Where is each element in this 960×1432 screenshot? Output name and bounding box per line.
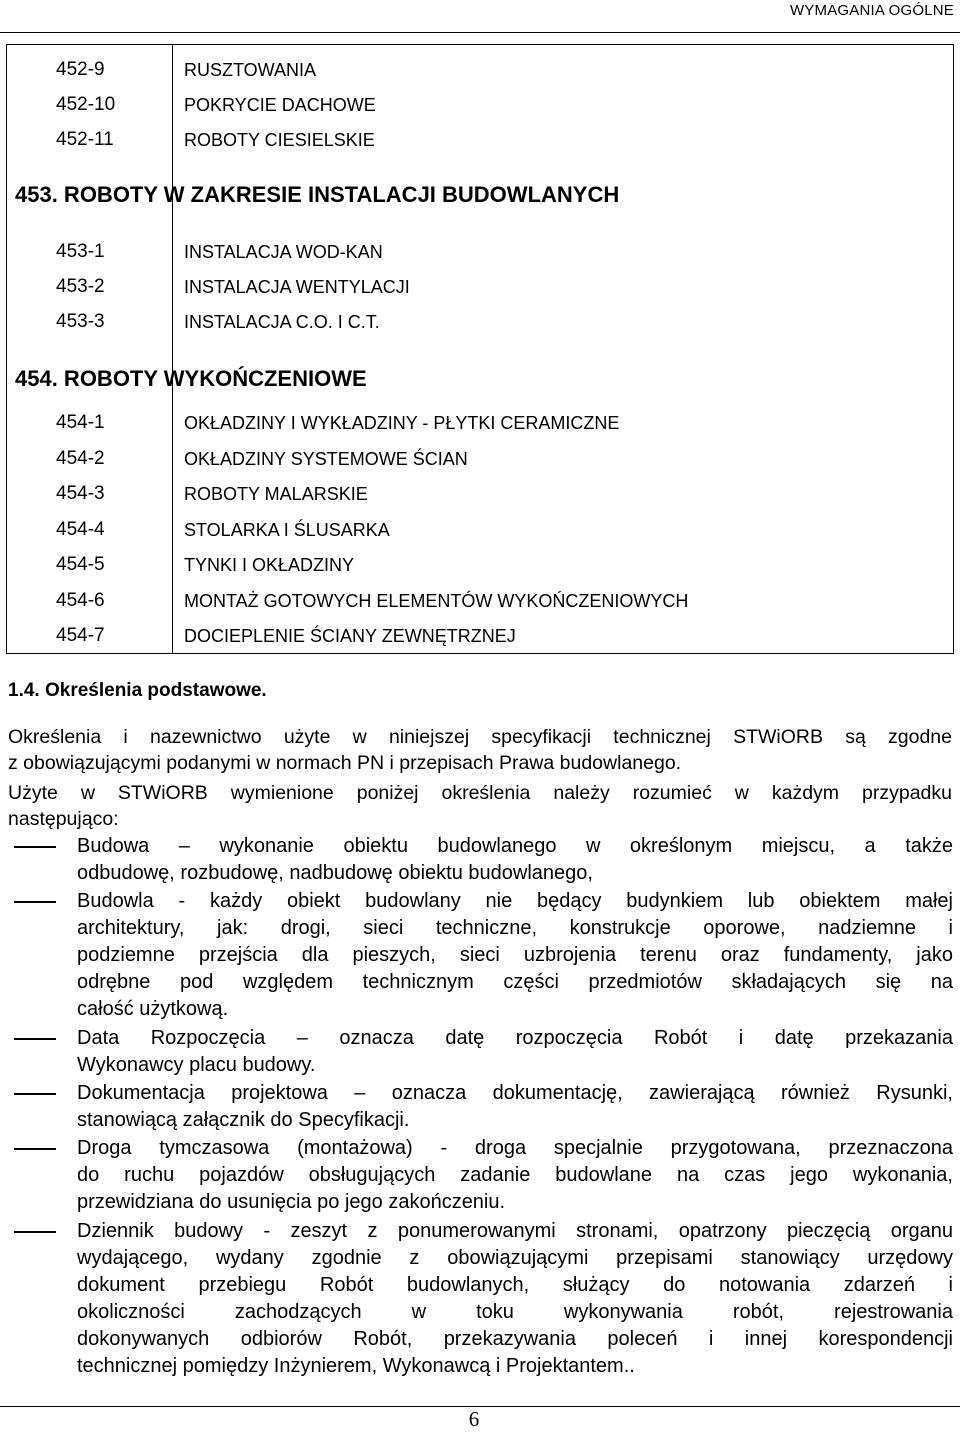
definition-line: Budowa – wykonanie obiektu budowlanego w określonym miejscu, a także: [77, 835, 953, 857]
row-name: POKRYCIE DACHOWE: [184, 95, 376, 115]
codes-table: [6, 44, 954, 654]
row-name: OKŁADZINY I WYKŁADZINY - PŁYTKI CERAMICZNE: [184, 413, 620, 433]
row-code: 453-2: [56, 276, 105, 297]
paragraph-line: z obowiązującymi podanymi w normach PN i przepisach Prawa budowlanego.: [8, 752, 682, 774]
row-name: MONTAŻ GOTOWYCH ELEMENTÓW WYKOŃCZENIOWYCH: [184, 591, 689, 611]
definition-line: podziemne przejścia dla pieszych, sieci uzbrojenia terenu oraz fundamenty, jako: [77, 944, 953, 966]
dash-bullet: [14, 1093, 56, 1095]
dash-bullet: [14, 901, 56, 903]
definition-line: okoliczności zachodzących w toku wykonywania robót, rejestrowania: [77, 1301, 953, 1323]
dash-bullet: [14, 1038, 56, 1040]
row-name: STOLARKA I ŚLUSARKA: [184, 520, 390, 540]
definition-line: stanowiącą załącznik do Specyfikacji.: [77, 1109, 410, 1131]
definition-line: całość użytkową.: [77, 998, 229, 1020]
dash-bullet: [14, 1231, 56, 1233]
row-code: 454-3: [56, 483, 105, 504]
section-heading-454: 454. ROBOTY WYKOŃCZENIOWE: [15, 366, 367, 391]
row-code: 453-3: [56, 311, 105, 332]
definition-line: odbudowę, rozbudowę, nadbudowę obiektu budowlanego,: [77, 862, 593, 884]
row-code: 452-10: [56, 94, 116, 115]
row-code: 454-1: [56, 412, 105, 433]
row-code: 453-1: [56, 241, 105, 262]
row-name: INSTALACJA WENTYLACJI: [184, 277, 410, 297]
definition-line: do ruchu pojazdów obsługujących zadanie budowlane na czas jego wykonania,: [77, 1164, 953, 1186]
definition-line: dokonywanych odbiorów Robót, przekazywania poleceń i innej korespondencji: [77, 1328, 953, 1350]
definition-line: Dziennik budowy - zeszyt z ponumerowanymi stronami, opatrzony pieczęcią organu: [77, 1220, 953, 1242]
definition-line: Data Rozpoczęcia – oznacza datę rozpoczęcia Robót i datę przekazania: [77, 1027, 953, 1049]
row-code: 454-5: [56, 554, 105, 575]
row-code: 454-2: [56, 448, 105, 469]
page-number: 6: [468, 1407, 480, 1431]
intro-paragraph-1: [8, 724, 952, 776]
row-name: INSTALACJA WOD-KAN: [184, 242, 383, 262]
definition-line: Wykonawcy placu budowy.: [77, 1054, 316, 1076]
row-code: 454-4: [56, 519, 105, 540]
row-code: 454-6: [56, 590, 105, 611]
row-code: 452-9: [56, 59, 105, 80]
section-heading-1-4: 1.4. Określenia podstawowe.: [8, 680, 267, 701]
dash-bullet: [14, 1148, 56, 1150]
row-code: 454-7: [56, 625, 105, 646]
row-name: ROBOTY MALARSKIE: [184, 484, 368, 504]
definition-line: Budowla - każdy obiekt budowlany nie będący budynkiem lub obiektem małej: [77, 890, 953, 912]
section-heading-453: 453. ROBOTY W ZAKRESIE INSTALACJI BUDOWLANYCH: [15, 182, 620, 207]
page-header-title: WYMAGANIA OGÓLNE: [789, 2, 954, 19]
dash-bullet: [14, 846, 56, 848]
definition-line: Droga tymczasowa (montażowa) - droga specjalnie przygotowana, przeznaczona: [77, 1137, 953, 1159]
definition-line: dokument przebiegu Robót budowlanych, służący do notowania zdarzeń i: [77, 1274, 953, 1296]
definition-line: odrębne pod względem technicznym części przedmiotów składających się na: [77, 971, 953, 993]
row-name: RUSZTOWANIA: [184, 60, 317, 80]
row-name: OKŁADZINY SYSTEMOWE ŚCIAN: [184, 449, 468, 469]
row-name: INSTALACJA C.O. I C.T.: [184, 312, 380, 332]
row-name: DOCIEPLENIE ŚCIANY ZEWNĘTRZNEJ: [184, 626, 516, 646]
definition-line: technicznej pomiędzy Inżynierem, Wykonawcą i Projektantem..: [77, 1355, 635, 1377]
row-code: 452-11: [56, 129, 114, 150]
definition-line: przewidziana do usunięcia po jego zakończeniu.: [77, 1191, 506, 1213]
header-rule: [0, 32, 960, 33]
definition-line: architektury, jak: drogi, sieci techniczne, konstrukcje oporowe, nadziemne i: [77, 917, 953, 939]
paragraph-line: Określenia i nazewnictwo użyte w niniejszej specyfikacji technicznej STWiORB są zgodne: [8, 726, 952, 748]
paragraph-line: następująco:: [8, 808, 119, 830]
row-name: TYNKI I OKŁADZINY: [184, 555, 355, 575]
definition-line: wydającego, wydany zgodnie z obowiązującymi przepisami stanowiący urzędowy: [77, 1247, 953, 1269]
row-name: ROBOTY CIESIELSKIE: [184, 130, 375, 150]
definition-line: Dokumentacja projektowa – oznacza dokumentację, zawierającą również Rysunki,: [77, 1082, 953, 1104]
codes-table-divider: [172, 45, 173, 653]
intro-paragraph-2: [8, 780, 952, 832]
paragraph-line: Użyte w STWiORB wymienione poniżej określenia należy rozumieć w każdym przypadku: [8, 782, 952, 804]
